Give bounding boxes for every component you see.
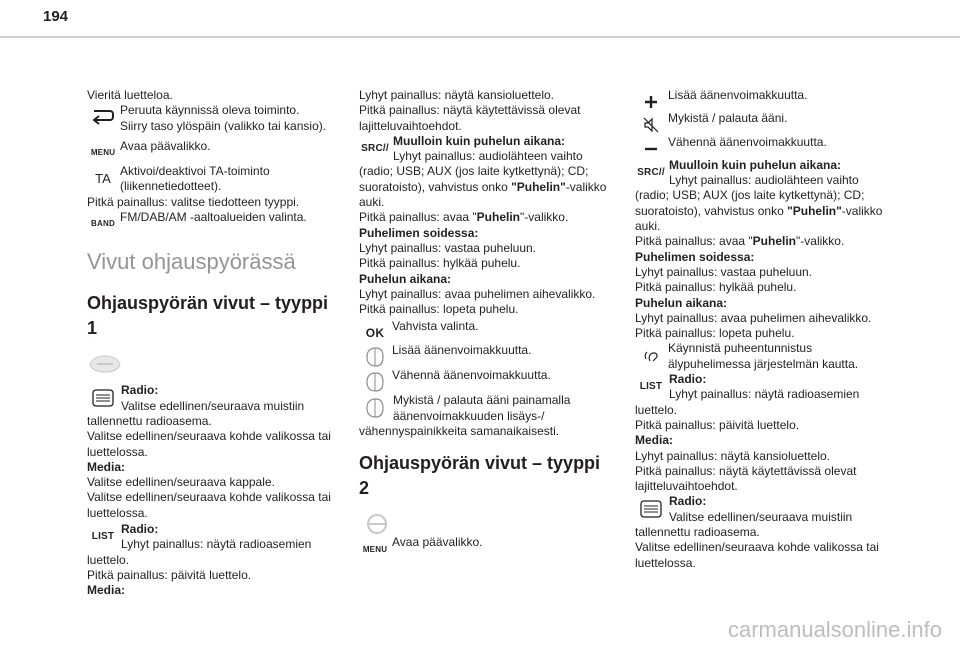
column-1	[87, 88, 337, 604]
menu-item-text: Avaa päävalikko.	[120, 138, 211, 153]
src3-during-1: Lyhyt painallus: avaa puhelimen aihevalikko.	[635, 310, 872, 325]
src3-long-bold: Puhelin	[752, 234, 797, 249]
src-icon-2: SRC //	[635, 160, 667, 186]
media-line-3: luettelossa.	[87, 505, 148, 520]
watermark: carmanualsonline.info	[727, 617, 942, 642]
incoming-line-2: Pitkä painallus: hylkää puhelu.	[359, 256, 521, 271]
minus-item	[635, 135, 885, 150]
mute-line-2: äänenvoimakkuuden lisäys-/	[393, 408, 545, 423]
list-radio-line-1: Lyhyt painallus: näytä radioasemien	[121, 537, 312, 552]
src3-auki: auki.	[635, 219, 661, 234]
radio2-label: Radio:	[669, 494, 707, 509]
list-item-col3	[635, 372, 885, 494]
list-icon	[87, 524, 119, 550]
vol-up-text: Lisää äänenvoimakkuutta.	[392, 342, 532, 357]
back-line-2: Siirry taso ylöspäin (valikko tai kansio).	[120, 118, 327, 133]
vol-down-item	[359, 368, 609, 383]
voice-item	[635, 341, 885, 372]
mute-line-3: vähennyspainikkeita samanaikaisesti.	[359, 423, 560, 438]
src3-line-after: -valikko	[841, 203, 883, 218]
page-number: 194	[43, 8, 69, 25]
radio-line-2: tallennettu radioasema.	[87, 413, 212, 428]
src3-long-suffix: "-valikko.	[796, 234, 845, 249]
media-label: Media:	[87, 459, 126, 474]
ta-line-1: Aktivoi/deaktivoi TA-toiminto	[120, 164, 270, 179]
section-heading: Vivut ohjauspyörässä	[87, 249, 296, 275]
scroll-list-line: Vieritä luetteloa.	[87, 88, 173, 102]
minus-text: Vähennä äänenvoimakkuutta.	[668, 134, 827, 149]
list-media-label: Media:	[87, 583, 126, 598]
plus-text: Lisää äänenvoimakkuutta.	[668, 88, 808, 102]
return-arrow-icon	[87, 104, 119, 130]
back-line-1: Peruuta käynnissä oleva toiminto.	[120, 103, 300, 118]
src3-line-2: (radio; USB; AUX (jos laite kytkettynä); CD;	[635, 188, 865, 203]
scroll-wheel-icon-2	[635, 496, 667, 522]
list3-radio-label: Radio:	[669, 372, 707, 387]
plus-item	[635, 88, 885, 103]
src-call-label: Muulloin kuin puhelun aikana:	[393, 133, 566, 148]
radio2-line-2: tallennettu radioasema.	[635, 525, 760, 540]
menu-item	[87, 138, 337, 158]
radio2-line-4: luettelossa.	[635, 555, 696, 570]
list-media-continued	[359, 88, 609, 134]
back-item	[87, 103, 337, 134]
src3-line-3: suoratoisto), vahvistus onko	[635, 203, 788, 218]
list-item-col1	[87, 522, 337, 598]
list3-radio-3: Pitkä painallus: päivitä luettelo.	[635, 417, 800, 432]
src3-call-label: Muulloin kuin puhelun aikana:	[669, 157, 842, 172]
mute-item-col2	[359, 393, 609, 439]
vol-up-item	[359, 343, 609, 358]
band-item	[87, 210, 337, 229]
incoming-line-1: Lyhyt painallus: vastaa puheluun.	[359, 240, 537, 255]
voice-line-1: Käynnistä puheentunnistus	[668, 341, 813, 356]
band-icon	[87, 211, 119, 237]
media-cont-line-3: lajitteluvaihtoehdot.	[359, 118, 462, 133]
list3-radio-2: luettelo.	[635, 402, 678, 417]
menu-icon-2	[359, 536, 391, 562]
list-radio-line-3: Pitkä painallus: päivitä luettelo.	[87, 567, 252, 582]
src3-during-2: Pitkä painallus: lopeta puhelu.	[635, 326, 795, 341]
ok-item	[359, 319, 609, 340]
steering-wheel-icon-2	[359, 513, 395, 535]
src-line-2: (radio; USB; AUX (jos laite kytkettynä); CD;	[359, 164, 589, 179]
list3-media-1: Lyhyt painallus: näytä kansioluettelo.	[635, 448, 831, 463]
src3-long-prefix: Pitkä painallus: avaa "	[635, 234, 753, 249]
ok-item-text: Vahvista valinta.	[392, 319, 479, 334]
ta-icon	[87, 165, 119, 191]
radio2-line-3: Valitse edellinen/seuraava kohde valikossa tai	[635, 540, 879, 555]
src-line-3: suoratoisto), vahvistus onko	[359, 179, 512, 194]
scroll-wheel-icon	[87, 385, 119, 411]
src-item-col2	[359, 134, 609, 318]
thumbwheel-down-icon	[359, 369, 391, 395]
menu-item-2-text: Avaa päävalikko.	[392, 535, 483, 550]
src-icon: SRC //	[359, 136, 391, 162]
src-long-bold: Puhelin	[476, 210, 521, 225]
media-cont-line-1: Lyhyt painallus: näytä kansioluettelo.	[359, 88, 555, 102]
list3-radio-1: Lyhyt painallus: näytä radioasemien	[669, 387, 860, 402]
steering-wheel-icon	[87, 353, 123, 375]
src-long-suffix: "-valikko.	[520, 210, 569, 225]
thumbwheel-up-icon	[359, 344, 391, 370]
vol-down-text: Vähennä äänenvoimakkuutta.	[392, 368, 551, 383]
ok-icon-label: OK	[365, 325, 385, 340]
band-item-text: FM/DAB/AM -aaltoalueiden valinta.	[120, 210, 307, 225]
voice-line-2: älypuhelimessa järjestelmän kautta.	[668, 356, 859, 371]
ta-item	[87, 164, 337, 195]
subheading-type1: Ohjauspyörän vivut – tyyppi 1	[87, 293, 329, 339]
src-long-prefix: Pitkä painallus: avaa "	[359, 210, 477, 225]
src-auki: auki.	[359, 195, 385, 210]
media-cont-line-2: Pitkä painallus: näytä käytettävissä olevat	[359, 103, 581, 118]
during-label: Puhelun aikana:	[359, 271, 452, 286]
src-line-after: -valikko	[565, 179, 607, 194]
radio-line-4: luettelossa.	[87, 444, 148, 459]
ta-after: Pitkä painallus: valitse tiedotteen tyyppi.	[87, 194, 300, 209]
ta-line-2: (liikennetiedotteet).	[120, 179, 222, 194]
subheading-type2: Ohjauspyörän vivut – tyyppi 2	[359, 453, 601, 499]
src-icon-label: SRC	[361, 143, 383, 155]
column-2	[359, 88, 609, 556]
radio2-line-1: Valitse edellinen/seuraava muistiin	[669, 509, 853, 524]
src3-bold-word: "Puhelin"	[787, 203, 842, 218]
thumbwheel-mute-icon	[359, 395, 391, 421]
menu-icon	[87, 140, 119, 166]
during-line-2: Pitkä painallus: lopeta puhelu.	[359, 302, 519, 317]
radio-line-3: Valitse edellinen/seuraava kohde valikossa tai	[87, 429, 331, 444]
src3-line-1: Lyhyt painallus: audiolähteen vaihto	[669, 173, 859, 188]
src3-incoming-1: Lyhyt painallus: vastaa puheluun.	[635, 264, 813, 279]
voice-command-icon	[635, 342, 667, 368]
mute-item-col3	[635, 111, 885, 126]
list3-media-3: lajitteluvaihtoehdot.	[635, 479, 738, 494]
menu-icon-label: MENU	[90, 148, 116, 158]
radio-media-item	[87, 383, 337, 521]
ta-icon-label: TA	[95, 170, 111, 186]
radio-label: Radio:	[121, 383, 159, 398]
list-radio-line-2: luettelo.	[87, 552, 130, 567]
media-line-1: Valitse edellinen/seuraava kappale.	[87, 475, 275, 490]
src3-during-label: Puhelun aikana:	[635, 295, 728, 310]
list-icon-label: LIST	[91, 531, 115, 543]
column-3	[635, 88, 885, 576]
scroll-list-text	[87, 88, 337, 103]
src-line-1: Lyhyt painallus: audiolähteen vaihto	[393, 149, 583, 164]
list-radio-label: Radio:	[121, 522, 159, 537]
list-icon-2-label: LIST	[639, 381, 663, 393]
incoming-label: Puhelimen soidessa:	[359, 225, 479, 240]
radio2-item	[635, 494, 885, 570]
src-bold-word: "Puhelin"	[511, 179, 566, 194]
during-line-1: Lyhyt painallus: avaa puhelimen aihevalikko.	[359, 286, 596, 301]
mute-text: Mykistä / palauta ääni.	[668, 111, 788, 126]
header-rule	[0, 36, 960, 38]
src-icon-2-label: SRC	[637, 167, 659, 179]
list-icon-2	[635, 374, 667, 400]
band-icon-label: BAND	[91, 219, 115, 229]
list3-media-2: Pitkä painallus: näytä käytettävissä olevat	[635, 463, 857, 478]
menu-item-col2	[359, 535, 609, 554]
list3-media-label: Media:	[635, 433, 674, 448]
src3-incoming-label: Puhelimen soidessa:	[635, 249, 755, 264]
src3-incoming-2: Pitkä painallus: hylkää puhelu.	[635, 280, 797, 295]
radio-line-1: Valitse edellinen/seuraava muistiin	[121, 398, 305, 413]
menu-icon-2-label: MENU	[362, 544, 388, 554]
src-item-col3	[635, 158, 885, 342]
media-line-2: Valitse edellinen/seuraava kohde valikossa tai	[87, 490, 331, 505]
mute-line-1: Mykistä / palauta ääni painamalla	[393, 393, 571, 408]
